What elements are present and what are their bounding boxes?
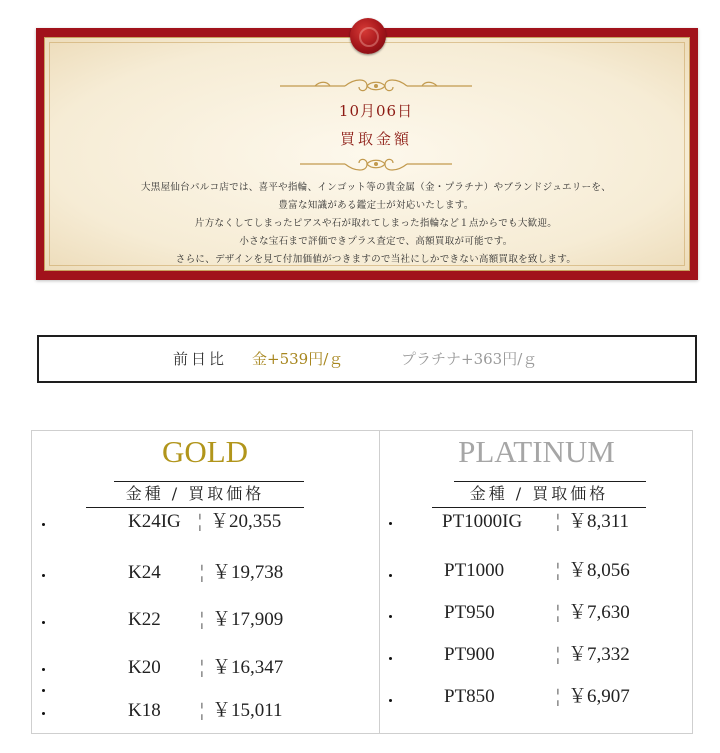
bullet-dot bbox=[42, 712, 45, 715]
compare-platinum: プラチナ+363円/ｇ bbox=[401, 350, 538, 368]
bullet-dot bbox=[42, 689, 45, 692]
bullet-dot bbox=[389, 574, 392, 577]
bullet-dot bbox=[389, 699, 392, 702]
gold-code: K20 bbox=[128, 657, 161, 678]
platinum-price: ￥7,630 bbox=[568, 602, 630, 623]
banner-date: 10月06日 bbox=[338, 102, 414, 120]
description-line: 小さな宝石まで評価できプラス査定で、高額買取が可能です。 bbox=[239, 236, 513, 247]
bullet-dot bbox=[42, 523, 45, 526]
separator: ¦ bbox=[556, 602, 560, 623]
bullet-dot bbox=[42, 621, 45, 624]
banner-parchment bbox=[44, 37, 690, 271]
bullet-dot bbox=[42, 574, 45, 577]
price-banner bbox=[36, 28, 698, 280]
platinum-code: PT950 bbox=[444, 602, 495, 623]
divider bbox=[86, 507, 304, 508]
platinum-code: PT1000IG bbox=[442, 511, 523, 532]
description-line: 豊富な知識がある鑑定士が対応いたします。 bbox=[278, 200, 474, 211]
gold-column bbox=[32, 431, 378, 733]
separator: ¦ bbox=[556, 686, 560, 707]
separator: ¦ bbox=[200, 609, 204, 630]
bullet-dot bbox=[389, 522, 392, 525]
gold-header: 金種 / 買取価格 bbox=[86, 483, 304, 505]
bullet-dot bbox=[389, 657, 392, 660]
platinum-column bbox=[379, 431, 693, 733]
platinum-price: ￥8,056 bbox=[568, 560, 630, 581]
description-line: さらに、デザインを見て付加価値がつきますので当社にしかできない高額買取を致します。 bbox=[175, 254, 577, 265]
platinum-price: ￥7,332 bbox=[568, 644, 630, 665]
description-line: 大黒屋仙台パルコ店では、喜平や指輪、インゴット等の貴金属（金・プラチナ）やブランドジュエリーを、 bbox=[140, 182, 612, 193]
platinum-header: 金種 / 買取価格 bbox=[432, 483, 646, 505]
platinum-price: ￥6,907 bbox=[568, 686, 630, 707]
separator: ¦ bbox=[556, 560, 560, 581]
description-line: 片方なくしてしまったピアスや石が取れてしまった指輪など１点からでも大歓迎。 bbox=[194, 218, 558, 229]
gold-code: K24 bbox=[128, 562, 161, 583]
separator: ¦ bbox=[198, 511, 202, 532]
platinum-code: PT900 bbox=[444, 644, 495, 665]
separator: ¦ bbox=[200, 657, 204, 678]
gold-price: ￥15,011 bbox=[212, 700, 283, 721]
gold-price: ￥19,738 bbox=[212, 562, 284, 583]
compare-gold: 金+539円/ｇ bbox=[252, 350, 344, 368]
gold-price: ￥20,355 bbox=[210, 511, 282, 532]
divider bbox=[432, 507, 646, 508]
ornament-divider-icon bbox=[45, 78, 707, 94]
platinum-title: PLATINUM bbox=[458, 434, 615, 469]
gold-price: ￥16,347 bbox=[212, 657, 284, 678]
bullet-dot bbox=[42, 668, 45, 671]
platinum-code: PT850 bbox=[444, 686, 495, 707]
bullet-dot bbox=[389, 615, 392, 618]
divider bbox=[454, 481, 646, 482]
platinum-code: PT1000 bbox=[444, 560, 505, 581]
platinum-price: ￥8,311 bbox=[568, 511, 630, 532]
divider bbox=[114, 481, 304, 482]
separator: ¦ bbox=[556, 644, 560, 665]
banner-title: 買取金額 bbox=[339, 130, 412, 148]
day-over-day-box bbox=[37, 335, 697, 383]
gold-code: K24IG bbox=[128, 511, 181, 532]
compare-label: 前日比 bbox=[173, 350, 228, 368]
gold-code: K22 bbox=[128, 609, 161, 630]
gold-code: K18 bbox=[128, 700, 161, 721]
separator: ¦ bbox=[200, 562, 204, 583]
separator: ¦ bbox=[556, 511, 560, 532]
gold-title: GOLD bbox=[161, 434, 249, 469]
price-table bbox=[31, 430, 693, 734]
gold-price: ￥17,909 bbox=[212, 609, 284, 630]
wax-seal-icon bbox=[350, 18, 386, 54]
ornament-divider-icon bbox=[45, 156, 707, 172]
banner-description bbox=[45, 179, 707, 269]
separator: ¦ bbox=[200, 700, 204, 721]
